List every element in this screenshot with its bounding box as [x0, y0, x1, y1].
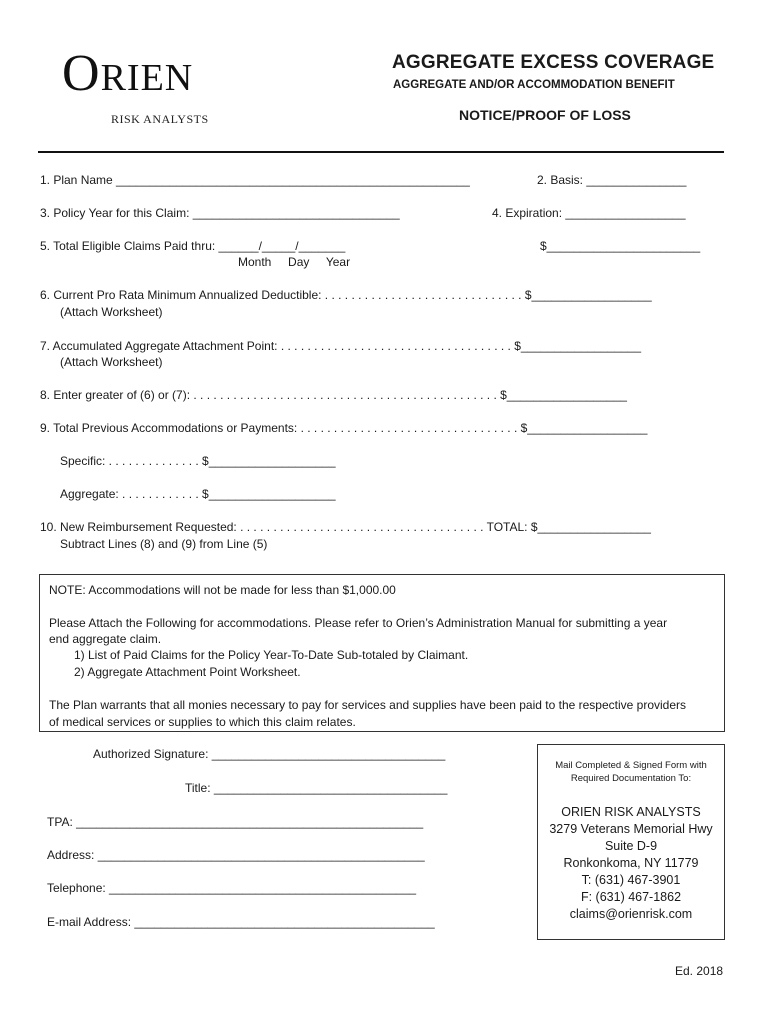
aggregate-field[interactable]: Aggregate: . . . . . . . . . . . . $___________________ [60, 487, 336, 501]
mail-city: Ronkonkoma, NY 11779 [563, 856, 699, 870]
reimbursement-note: Subtract Lines (8) and (9) from Line (5) [60, 537, 268, 551]
mail-suite: Suite D-9 [604, 839, 658, 853]
note-attach-instructions: Please Attach the Following for accommodations. Please refer to Orien’s Administration Manual for submitting a year [49, 616, 668, 630]
form-title: AGGREGATE EXCESS COVERAGE [392, 52, 715, 73]
mail-street: 3279 Veterans Memorial Hwy [549, 822, 713, 836]
header-divider [38, 151, 724, 153]
tpa-field[interactable]: TPA: ____________________________________________________ [47, 815, 424, 829]
basis-field[interactable]: 2. Basis: _______________ [537, 173, 687, 187]
mail-fax: F: (631) 467-1862 [580, 890, 682, 904]
address-field[interactable]: Address: _________________________________________________ [47, 848, 425, 862]
company-logo [62, 44, 193, 103]
telephone-field[interactable]: Telephone: ______________________________________________ [47, 881, 417, 895]
previous-accommodations-field[interactable]: 9. Total Previous Accommodations or Payments: . . . . . . . . . . . . . . . . . . . . . . . . . . . . . . . . . $__________________ [40, 421, 648, 435]
mail-phone: T: (631) 467-3901 [581, 873, 681, 887]
mail-company: ORIEN RISK ANALYSTS [561, 805, 701, 819]
claims-paid-thru-field[interactable]: 5. Total Eligible Claims Paid thru: ______/_____/_______ [40, 239, 346, 253]
policy-year-field[interactable]: 3. Policy Year for this Claim: _______________________________ [40, 206, 400, 220]
attachment-point-note: (Attach Worksheet) [60, 355, 163, 369]
logo-tagline: RISK ANALYSTS [111, 112, 209, 126]
note-warranty: The Plan warrants that all monies necessary to pay for services and supplies have been paid to the respective providers [49, 698, 687, 712]
logo-initial: O [62, 45, 101, 102]
greater-of-field[interactable]: 8. Enter greater of (6) or (7): . . . . . . . . . . . . . . . . . . . . . . . . . . . . . . . . . . . . . . . . . . . . . . $__________________ [40, 388, 627, 402]
specific-field[interactable]: Specific: . . . . . . . . . . . . . . $___________________ [60, 454, 336, 468]
notice-title: NOTICE/PROOF OF LOSS [459, 107, 631, 123]
deductible-field[interactable]: 6. Current Pro Rata Minimum Annualized Deductible: . . . . . . . . . . . . . . . . . . . . . . . . . . . . . . $__________________ [40, 288, 652, 302]
note-warranty-cont: of medical services or supplies to which this claim relates. [49, 715, 356, 729]
logo-name: RIEN [100, 57, 194, 99]
expiration-field[interactable]: 4. Expiration: __________________ [492, 206, 686, 220]
date-labels: Month Day Year [238, 255, 351, 269]
email-field[interactable]: E-mail Address: _____________________________________________ [47, 915, 435, 929]
reimbursement-field[interactable]: 10. New Reimbursement Requested: . . . . . . . . . . . . . . . . . . . . . . . . . . . . . . . . . . . . . TOTAL: $_________________ [40, 520, 651, 534]
claims-paid-amount-field[interactable]: $_______________________ [540, 239, 701, 253]
plan-name-field[interactable]: 1. Plan Name _____________________________________________________ [40, 173, 470, 187]
mail-email: claims@orienrisk.com [569, 907, 693, 921]
title-field[interactable]: Title: ___________________________________ [185, 781, 448, 795]
form-subtitle: AGGREGATE AND/OR ACCOMMODATION BENEFIT [393, 79, 675, 91]
note-minimum: NOTE: Accommodations will not be made for less than $1,000.00 [49, 583, 396, 597]
authorized-signature-field[interactable]: Authorized Signature: ___________________________________ [93, 747, 446, 761]
note-attach-instructions-cont: end aggregate claim. [49, 632, 162, 646]
mail-instructions-cont: Required Documentation To: [570, 773, 692, 784]
attachment-point-field[interactable]: 7. Accumulated Aggregate Attachment Point: . . . . . . . . . . . . . . . . . . . . . . . . . . . . . . . . . . . $__________________ [40, 339, 642, 353]
deductible-note: (Attach Worksheet) [60, 305, 163, 319]
edition-label: Ed. 2018 [675, 964, 724, 978]
note-attachment-2: 2) Aggregate Attachment Point Worksheet. [74, 665, 301, 679]
mail-instructions: Mail Completed & Signed Form with [555, 760, 707, 771]
note-attachment-1: 1) List of Paid Claims for the Policy Year-To-Date Sub-totaled by Claimant. [74, 648, 469, 662]
